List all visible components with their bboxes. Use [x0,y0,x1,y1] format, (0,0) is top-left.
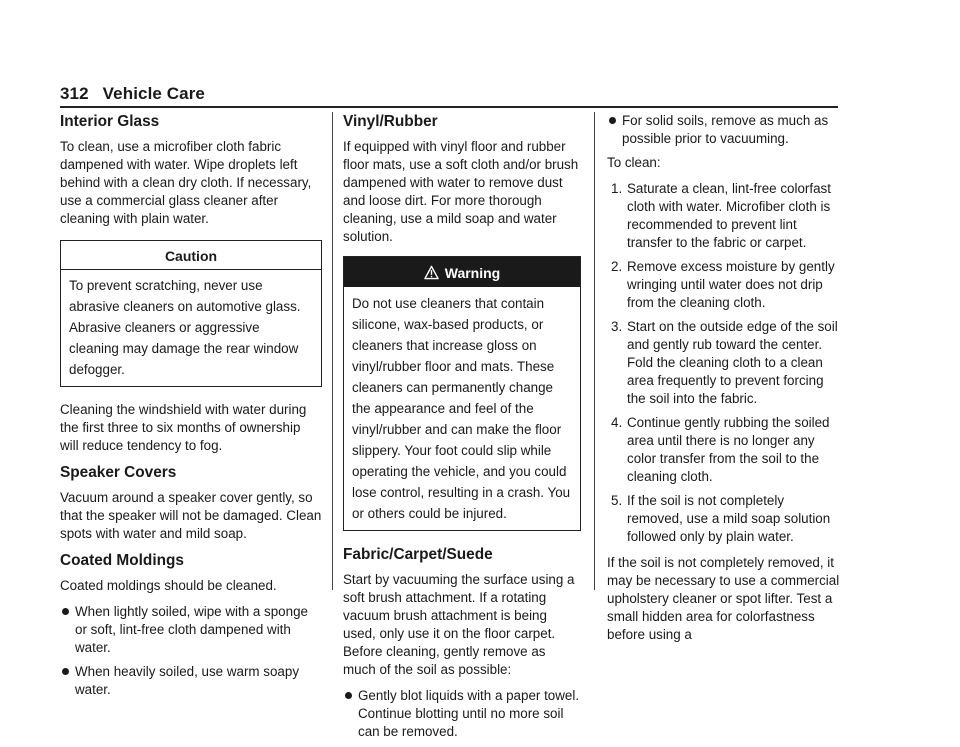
step-text: Start on the outside edge of the soil and gently rub toward the center. Fold the cleaning cloth to a clean area frequently to prevent forcing the soil into the fabric. [627,319,838,406]
section-title: Vehicle Care [102,84,205,103]
list-item [343,687,581,741]
closing-text: If the soil is not completely removed, it may be necessary to use a commercial upholstery cleaner or spot lifter. Test a small hidden area for colorfastness before using a [607,555,840,642]
interior-glass-text: To clean, use a microfiber cloth fabric dampened with water. Wipe droplets left behind with a clean dry cloth. If necessary, use a commercial glass cleaner after cleaning with plain water. [60,139,312,226]
step-text: Remove excess moisture by gently wringing until water does not drip from the cleaning cloth. [627,259,835,310]
column-1 [60,112,322,705]
column-divider-1 [332,112,333,590]
step-number: 2. [611,259,623,274]
caution-title: Caution [61,241,321,270]
coated-moldings-text: Coated moldings should be cleaned. [60,578,277,593]
heading-fabric-carpet-suede: Fabric/Carpet/Suede [343,546,493,563]
step-item [607,180,840,252]
heading-coated-moldings: Coated Moldings [60,552,184,569]
step-item [607,414,840,486]
warning-triangle-icon [424,265,439,280]
step-text: Saturate a clean, lint-free colorfast cloth with water. Microfiber cloth is recommended to prevent lint transfer to the fabric or carpet. [627,181,831,250]
to-clean-label: To clean: [607,155,661,170]
page-header [60,84,205,104]
heading-speaker-covers: Speaker Covers [60,464,177,481]
column-3 [607,112,840,652]
step-number: 3. [611,319,623,334]
vinyl-rubber-text: If equipped with vinyl floor and rubber floor mats, use a soft cloth and/or brush dampened with water to remove dust and loose dirt. For more thorough cleaning, use a mild soap and water solution. [343,139,579,244]
step-item [607,492,840,546]
column-2 [343,112,581,747]
bullet-icon [62,608,69,615]
list-item [60,603,322,657]
step-number: 1. [611,181,623,196]
warning-box [343,256,581,531]
header-rule [60,106,838,108]
list-item-text: For solid soils, remove as much as possible prior to vacuuming. [622,113,829,146]
coated-moldings-list [60,603,322,699]
cleaning-steps [607,180,840,546]
solid-soils-list [607,112,840,148]
bullet-icon [345,692,352,699]
list-item-text: When lightly soiled, wipe with a sponge or soft, lint-free cloth dampened with water. [75,604,308,655]
list-item [607,112,840,148]
speaker-covers-text: Vacuum around a speaker cover gently, so that the speaker will not be damaged. Clean spots with water and mild soap. [60,490,322,541]
bullet-icon [62,668,69,675]
step-number: 5. [611,493,623,508]
heading-vinyl-rubber: Vinyl/Rubber [343,113,438,130]
step-text: If the soil is not completely removed, use a mild soap solution followed only by plain water. [627,493,831,544]
step-text: Continue gently rubbing the soiled area until there is no longer any color transfer from the soil to the cleaning cloth. [627,415,830,484]
list-item-text: Gently blot liquids with a paper towel. Continue blotting until no more soil can be removed. [358,688,580,739]
caution-box [60,240,322,387]
windshield-text: Cleaning the windshield with water during the first three to six months of ownership will reduce tendency to fog. [60,402,307,453]
step-item [607,258,840,312]
fabric-list [343,687,581,741]
column-divider-2 [594,112,595,590]
fabric-text: Start by vacuuming the surface using a soft brush attachment. If a rotating vacuum brush attachment is being used, only use it on the floor carpet. Before cleaning, gently remove as much of the soil as possible: [343,572,575,677]
step-item [607,318,840,408]
list-item [60,663,322,699]
list-item-text: When heavily soiled, use warm soapy water. [75,664,300,697]
bullet-icon [609,117,616,124]
warning-header [344,257,580,287]
caution-text: To prevent scratching, never use abrasive cleaners on automotive glass. Abrasive cleaners or aggressive cleaning may damage the rear window defogger. [69,278,301,377]
step-number: 4. [611,415,623,430]
warning-title: Warning [444,265,501,281]
warning-text: Do not use cleaners that contain silicone, wax-based products, or cleaners that increase gloss on vinyl/rubber floor and mats. These cleaners can permanently change the appearance and feel of the vinyl/rubber and can make the floor slippery. Your foot could slip while operating the vehicle, and you could lose control, resulting in a crash. You or others could be injured. [352,296,571,521]
heading-interior-glass: Interior Glass [60,113,160,130]
page-number: 312 [60,84,89,103]
